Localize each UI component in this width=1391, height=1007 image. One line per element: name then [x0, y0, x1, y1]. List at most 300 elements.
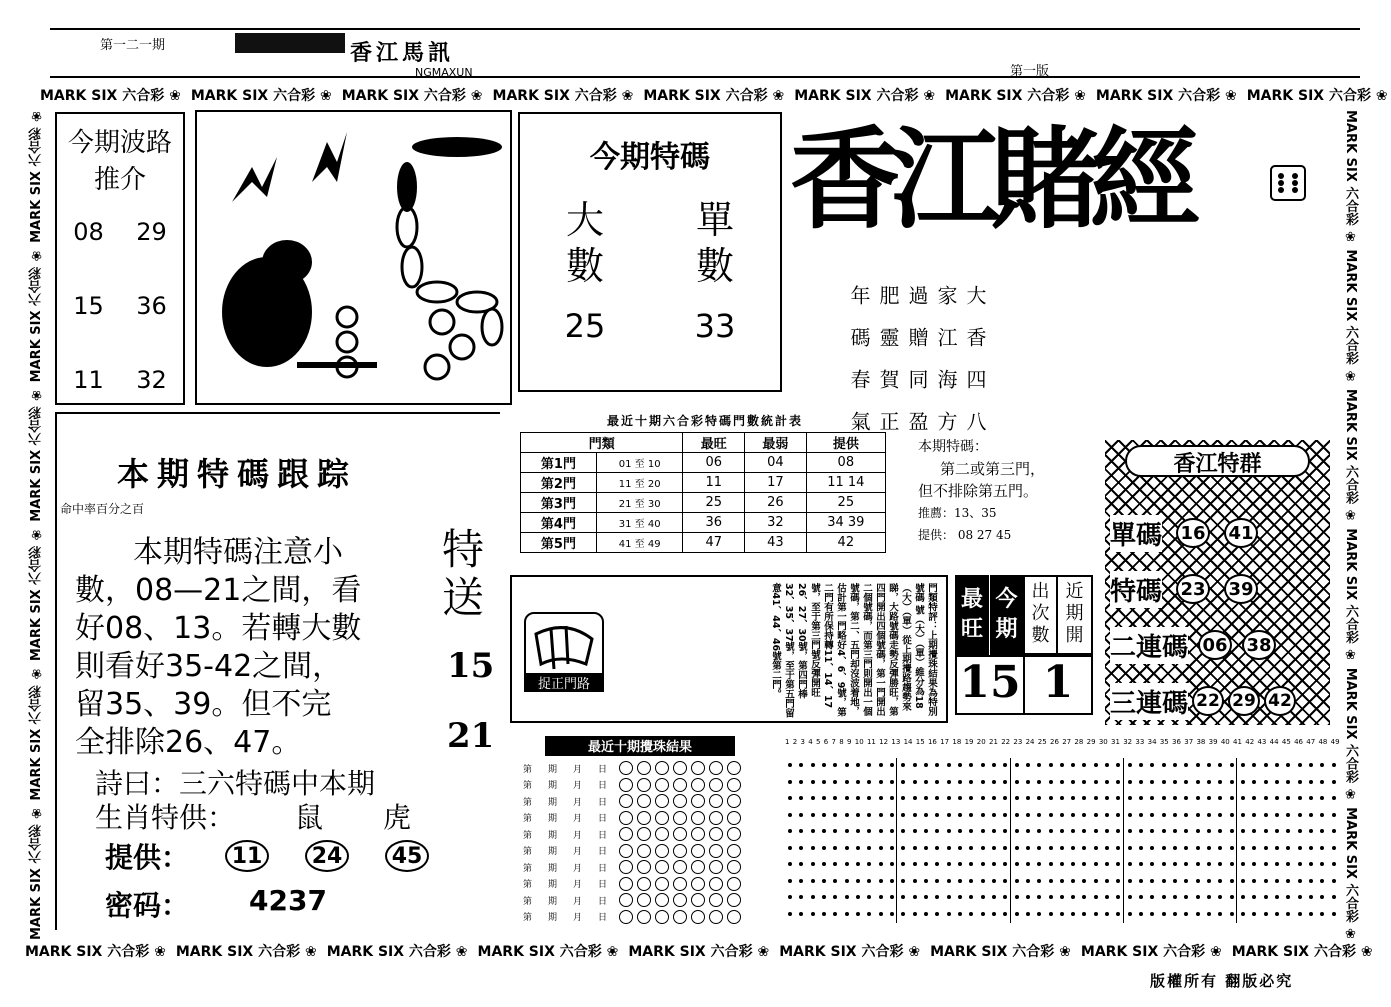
grid-dot — [1060, 912, 1064, 916]
grid-dot — [935, 862, 939, 866]
grid-dot — [1116, 829, 1120, 833]
ball-slot — [709, 910, 723, 924]
grid-dot — [1037, 912, 1041, 916]
paper-name: 香江馬訊 — [350, 40, 455, 66]
grid-dot — [969, 763, 973, 767]
grid-dot — [799, 895, 803, 899]
wave-row: 15 36 — [73, 292, 167, 320]
grid-dot — [1286, 813, 1290, 817]
grid-dot — [867, 912, 871, 916]
grid-dot — [1094, 895, 1098, 899]
grid-dot — [1162, 862, 1166, 866]
grid-dot — [890, 846, 894, 850]
grid-dot — [879, 862, 883, 866]
grid-dot — [1150, 796, 1154, 800]
grid-dot — [867, 813, 871, 817]
grid-dot — [1230, 780, 1234, 784]
grid-dot — [1286, 862, 1290, 866]
grid-dot — [935, 763, 939, 767]
grid-dot — [981, 763, 985, 767]
grid-dot — [1332, 763, 1336, 767]
results-number: 27 — [1062, 738, 1072, 746]
grid-dot — [1105, 829, 1109, 833]
grid-dot — [1298, 763, 1302, 767]
grid-dot — [1184, 862, 1188, 866]
grid-dot — [981, 895, 985, 899]
grid-dot — [958, 829, 962, 833]
dice-icon — [1270, 165, 1306, 201]
grid-dot — [890, 879, 894, 883]
ball-slot — [673, 827, 687, 841]
grid-dot — [890, 780, 894, 784]
grid-dot — [822, 895, 826, 899]
results-number: 25 — [1037, 738, 1047, 746]
results-number: 2 — [792, 738, 798, 746]
grid-dot — [1332, 780, 1336, 784]
grid-dot — [799, 829, 803, 833]
results-number: 24 — [1025, 738, 1035, 746]
grid-dot — [1184, 829, 1188, 833]
ball-slot — [637, 844, 651, 858]
ball-slot — [691, 761, 705, 775]
grid-dot — [1162, 895, 1166, 899]
grid-dot — [1049, 780, 1053, 784]
special-number: 25 — [564, 307, 606, 346]
grid-dot — [788, 895, 792, 899]
grid-dot — [1037, 879, 1041, 883]
grid-dot — [992, 813, 996, 817]
gate-table-area — [520, 412, 890, 572]
grid-dot — [879, 813, 883, 817]
grid-dot — [924, 763, 928, 767]
grid-dot — [799, 780, 803, 784]
ball: 24 — [305, 840, 349, 872]
grid-dot — [1286, 829, 1290, 833]
grid-dot — [1286, 895, 1290, 899]
grid-dot — [1094, 912, 1098, 916]
grid-dot — [1049, 796, 1053, 800]
grid-dot — [890, 763, 894, 767]
grid-dot — [1173, 780, 1177, 784]
grid-dot — [924, 829, 928, 833]
ball-slot — [691, 811, 705, 825]
ball-slot — [691, 794, 705, 808]
grid-dot — [1026, 763, 1030, 767]
grid-dot — [1218, 846, 1222, 850]
grid-dot — [1332, 912, 1336, 916]
grid-dot — [1015, 862, 1019, 866]
grid-dot — [1060, 895, 1064, 899]
grid-dot — [867, 829, 871, 833]
grid-dot — [1003, 780, 1007, 784]
ball-slot — [655, 893, 669, 907]
grid-dot — [992, 763, 996, 767]
grid-dot — [1252, 846, 1256, 850]
grid-dot — [1049, 895, 1053, 899]
grid-dot — [981, 862, 985, 866]
grid-dot — [1128, 780, 1132, 784]
grid-dot — [1173, 763, 1177, 767]
grid-dot — [1071, 813, 1075, 817]
ball-slot — [709, 794, 723, 808]
grid-dot — [992, 862, 996, 866]
grid-dot — [1094, 846, 1098, 850]
grid-dot — [1026, 862, 1030, 866]
grid-dot — [1037, 780, 1041, 784]
grid-dot — [1332, 879, 1336, 883]
hk-special-box — [1105, 440, 1330, 725]
grid-dot — [1094, 780, 1098, 784]
grid-dot — [1015, 763, 1019, 767]
grid-dot — [1128, 912, 1132, 916]
grid-dot — [1264, 763, 1268, 767]
grid-dot — [969, 879, 973, 883]
grid-dot — [1015, 879, 1019, 883]
grid-dot — [845, 829, 849, 833]
grid-dot — [958, 813, 962, 817]
grid-dot — [811, 763, 815, 767]
grid-dot — [1298, 829, 1302, 833]
grid-dot — [1275, 780, 1279, 784]
grid-dot — [947, 895, 951, 899]
grid-dot — [1309, 813, 1313, 817]
grid-dot — [992, 829, 996, 833]
ball-slot — [691, 778, 705, 792]
grid-dot — [1275, 912, 1279, 916]
grid-dot — [1275, 862, 1279, 866]
ball-slot — [673, 877, 687, 891]
grid-dot — [1003, 862, 1007, 866]
wave-subtitle: 推介 — [93, 165, 146, 195]
grid-dot — [947, 813, 951, 817]
grid-dot — [1184, 879, 1188, 883]
results-number: 37 — [1184, 738, 1194, 746]
footer-copyright: 版權所有 翻版必究 — [1150, 972, 1294, 990]
ball-slot — [637, 811, 651, 825]
results-number: 48 — [1318, 738, 1328, 746]
grid-dot — [867, 780, 871, 784]
grid-dot — [890, 796, 894, 800]
results-number: 32 — [1123, 738, 1133, 746]
grid-dot — [969, 862, 973, 866]
results-number: 42 — [1245, 738, 1255, 746]
grid-dot — [992, 895, 996, 899]
results-number: 5 — [816, 738, 821, 746]
grid-dot — [1196, 813, 1200, 817]
ball-slot — [637, 778, 651, 792]
grid-dot — [1275, 879, 1279, 883]
grid-dot — [1332, 796, 1336, 800]
grid-dot — [1230, 796, 1234, 800]
grid-dot — [1332, 813, 1336, 817]
results-number: 47 — [1306, 738, 1316, 746]
grid-dot — [1298, 796, 1302, 800]
grid-dot — [981, 912, 985, 916]
grid-dot — [1207, 895, 1211, 899]
results-number: 29 — [1086, 738, 1096, 746]
grid-dot — [1037, 895, 1041, 899]
ball-slot — [619, 910, 633, 924]
grid-dot — [856, 879, 860, 883]
ball-slot — [619, 761, 633, 775]
ball-slot — [619, 811, 633, 825]
grid-dot — [1196, 796, 1200, 800]
grid-dot — [1309, 763, 1313, 767]
grid-dot — [1207, 912, 1211, 916]
grid-dot — [1309, 796, 1313, 800]
grid-dot — [1094, 879, 1098, 883]
grid-dot — [901, 862, 905, 866]
grid-dot — [845, 846, 849, 850]
grid-dot — [1162, 813, 1166, 817]
grid-dot — [1218, 895, 1222, 899]
grid-dot — [958, 912, 962, 916]
results-number: 8 — [839, 738, 844, 746]
grid-dot — [1128, 895, 1132, 899]
grid-dot — [1320, 796, 1324, 800]
grid-dot — [1060, 846, 1064, 850]
ball-slot — [727, 910, 741, 924]
results-number: 26 — [1050, 738, 1059, 746]
grid-dot — [1026, 829, 1030, 833]
ball-slot — [727, 893, 741, 907]
grid-dot — [924, 813, 928, 817]
grid-dot — [1298, 780, 1302, 784]
ball-slot — [619, 860, 633, 874]
grid-dot — [1015, 912, 1019, 916]
grid-dot — [1105, 895, 1109, 899]
grid-dot — [1071, 846, 1075, 850]
grid-dot — [1003, 813, 1007, 817]
grid-dot — [1241, 780, 1245, 784]
grid-dot — [913, 879, 917, 883]
grid-dot — [856, 846, 860, 850]
results-number: 9 — [847, 738, 852, 746]
grid-dot — [969, 796, 973, 800]
grid-dot — [1207, 862, 1211, 866]
grid-dot — [1207, 846, 1211, 850]
results-number: 1 — [785, 738, 790, 746]
grid-dot — [879, 895, 883, 899]
grid-dot — [1230, 846, 1234, 850]
grid-dot — [1105, 796, 1109, 800]
grid-dot — [1207, 879, 1211, 883]
grid-dot — [1037, 813, 1041, 817]
grid-dot — [811, 846, 815, 850]
grid-dot — [901, 813, 905, 817]
grid-dot — [811, 780, 815, 784]
grid-dot — [958, 862, 962, 866]
grid-dot — [1264, 895, 1268, 899]
result-row: 第 期 月 日 — [515, 826, 780, 843]
grid-dot — [1196, 912, 1200, 916]
grid-dot — [867, 895, 871, 899]
grid-dot — [1320, 879, 1324, 883]
grid-dot — [879, 829, 883, 833]
ball-slot — [673, 910, 687, 924]
results-area — [510, 732, 1340, 932]
grid-dot — [1116, 862, 1120, 866]
grid-dot — [856, 862, 860, 866]
grid-dot — [1264, 813, 1268, 817]
grid-dot — [1060, 763, 1064, 767]
grid-dot — [935, 796, 939, 800]
grid-dot — [822, 879, 826, 883]
grid-dot — [1309, 879, 1313, 883]
grid-dot — [1015, 813, 1019, 817]
results-number: 28 — [1074, 738, 1084, 746]
right-banner-strip: MARK SIX 六合彩 ❀ MARK SIX 六合彩 ❀ MARK SIX 六合彩 ❀ MARK SIX 六合彩 ❀ MARK SIX 六合彩 ❀ MARK SIX 六合彩 ❀ — [1343, 110, 1358, 942]
results-number: 35 — [1159, 738, 1169, 746]
results-number: 3 — [800, 738, 805, 746]
grid-dot — [833, 879, 837, 883]
grid-dot — [1049, 862, 1053, 866]
grid-dot — [879, 912, 883, 916]
grid-dot — [1207, 813, 1211, 817]
special-code-box — [518, 112, 782, 392]
results-number: 16 — [927, 738, 937, 746]
grid-dot — [1320, 780, 1324, 784]
grid-dot — [811, 912, 815, 916]
grid-dot — [788, 879, 792, 883]
grid-dot — [833, 763, 837, 767]
grid-dot — [1150, 895, 1154, 899]
grid-dot — [1082, 763, 1086, 767]
ball-slot — [655, 877, 669, 891]
grid-dot — [1082, 780, 1086, 784]
grid-dot — [1026, 912, 1030, 916]
grid-dot — [856, 813, 860, 817]
grid-dot — [1060, 862, 1064, 866]
grid-dot — [1026, 879, 1030, 883]
grid-dot — [1196, 780, 1200, 784]
grid-dot — [1184, 846, 1188, 850]
grid-dot — [913, 846, 917, 850]
ball-slot — [655, 827, 669, 841]
riddle-illustration — [195, 110, 512, 405]
grid-dot — [1184, 780, 1188, 784]
ball-slot — [727, 811, 741, 825]
results-dot-grid — [785, 758, 1340, 928]
grid-dot — [788, 862, 792, 866]
grid-dot — [1094, 829, 1098, 833]
grid-dot — [1071, 862, 1075, 866]
grid-dot — [890, 912, 894, 916]
ball-slot — [655, 761, 669, 775]
grid-dot — [1286, 846, 1290, 850]
results-number: 14 — [903, 738, 913, 746]
results-number: 44 — [1269, 738, 1279, 746]
grid-dot — [935, 912, 939, 916]
grid-dot — [1082, 796, 1086, 800]
grid-dot — [935, 846, 939, 850]
grid-dot — [992, 796, 996, 800]
gift-label: 特 送 — [442, 525, 485, 622]
logo-text: 香江賭經 — [790, 115, 1190, 244]
flower-icon — [337, 307, 474, 379]
grid-dot — [1241, 829, 1245, 833]
grid-dot — [1184, 796, 1188, 800]
grid-dot — [947, 780, 951, 784]
ball-slot — [637, 827, 651, 841]
grid-dot — [879, 796, 883, 800]
grid-dot — [1116, 846, 1120, 850]
grid-dot — [1241, 763, 1245, 767]
ball-slot — [727, 844, 741, 858]
grid-dot — [958, 846, 962, 850]
ball-slot — [691, 877, 705, 891]
grid-dot — [833, 796, 837, 800]
grid-dot — [958, 895, 962, 899]
ball-slot — [637, 794, 651, 808]
ball-slot — [691, 910, 705, 924]
special-left: 大數 — [565, 198, 604, 288]
ball-slot — [619, 844, 633, 858]
results-number: 22 — [1001, 738, 1011, 746]
grid-dot — [845, 780, 849, 784]
grid-dot — [947, 763, 951, 767]
ball-slot — [673, 794, 687, 808]
grid-dot — [1332, 862, 1336, 866]
grid-dot — [1150, 829, 1154, 833]
grid-dot — [1003, 829, 1007, 833]
grid-dot — [1003, 912, 1007, 916]
grid-dot — [969, 912, 973, 916]
grid-dot — [867, 796, 871, 800]
grid-dot — [947, 862, 951, 866]
ball: 11 — [225, 840, 269, 872]
results-number: 13 — [891, 738, 901, 746]
grid-dot — [901, 912, 905, 916]
results-number: 10 — [854, 738, 864, 746]
tracking-body: 本期特碼注意小 數，08—21之間，看 好08、13。若轉大數 則看好35-42之間， 留35、39。但不完 全排除26、47。 — [75, 535, 362, 760]
result-row: 第 期 月 日 — [515, 892, 780, 909]
ball-slot — [709, 827, 723, 841]
grid-dot — [1082, 862, 1086, 866]
grid-dot — [1252, 879, 1256, 883]
ball-slot — [655, 811, 669, 825]
grid-dot — [822, 846, 826, 850]
ball-slot — [637, 877, 651, 891]
grid-dot — [890, 895, 894, 899]
grid-dot — [1196, 829, 1200, 833]
grid-dot — [1309, 829, 1313, 833]
grid-dot — [958, 763, 962, 767]
ball-slot — [709, 778, 723, 792]
ball: 45 — [385, 840, 429, 872]
grid-dot — [833, 829, 837, 833]
grid-dot — [1264, 829, 1268, 833]
grid-dot — [856, 912, 860, 916]
grid-dot — [992, 780, 996, 784]
grid-dot — [1049, 912, 1053, 916]
results-number: 46 — [1294, 738, 1303, 746]
grid-dot — [1139, 846, 1143, 850]
grid-dot — [788, 796, 792, 800]
grid-dot — [1264, 846, 1268, 850]
grid-dot — [958, 780, 962, 784]
grid-dot — [1241, 846, 1245, 850]
grid-dot — [1320, 895, 1324, 899]
grid-dot — [1264, 796, 1268, 800]
grid-dot — [1218, 780, 1222, 784]
hottest-box: 最旺 今期 出次數 近期開 15 1 — [955, 575, 1093, 723]
grid-dot — [867, 763, 871, 767]
grid-dot — [1184, 813, 1188, 817]
ball-slot — [709, 860, 723, 874]
grid-dot — [879, 846, 883, 850]
grid-dot — [1150, 813, 1154, 817]
